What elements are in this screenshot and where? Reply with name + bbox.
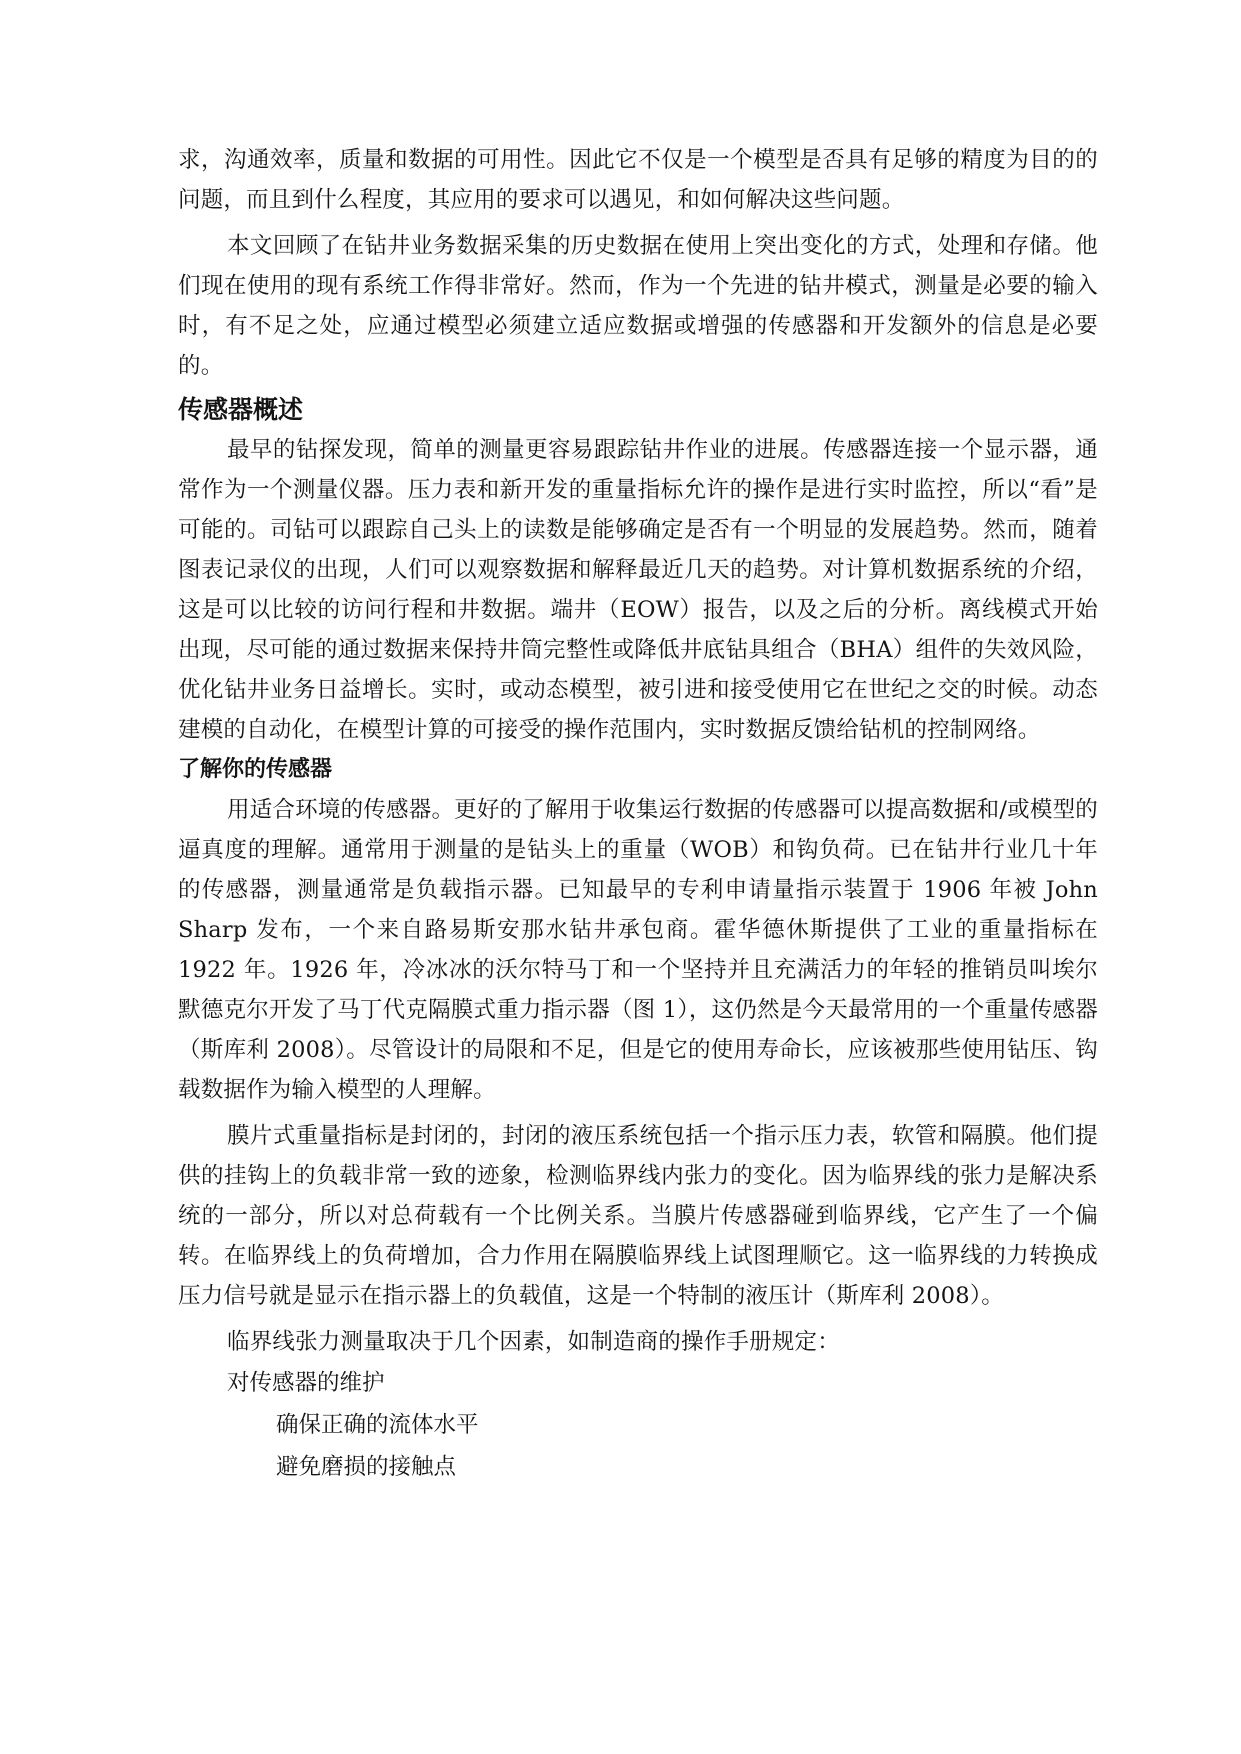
list-subitem: 避免磨损的接触点 bbox=[276, 1454, 457, 1480]
list-item: 对传感器的维护 bbox=[227, 1370, 385, 1396]
paragraph-deadline-factors: 临界线张力测量取决于几个因素，如制造商的操作手册规定： bbox=[227, 1329, 840, 1355]
paragraph-know-sensors: 用适合环境的传感器。更好的了解用于收集运行数据的传感器可以提高数据和/或模型的逼真度的理解。通常用于测量的是钻头上的重量（WOB）和钩负荷。已在钻井行业几十年的传感器，测量通常是负载指示器。已知最早的专利申请量指示装置于 1906 年被 John Sharp 发布，一个来自路易斯安那水钻井承包商。霍华德休斯提供了工业的重量指标在 1922 年。1926 年，冷冰冰的沃尔特马丁和一个坚持并且充满活力的年轻的推销员叫埃尔默德克尔开发了马丁代克隔膜式重力指示器（图 1），这仍然是今天最常用的一个重量传感器（斯库利 2008）。尽管设计的局限和不足，但是它的使用寿命长，应该被那些使用钻压、钩载数据作为输入模型的人理解。 bbox=[178, 797, 1098, 1103]
paragraph-review: 本文回顾了在钻井业务数据采集的历史数据在使用上突出变化的方式，处理和存储。他们现在使用的现有系统工作得非常好。然而，作为一个先进的钻井模式，测量是必要的输入时，有不足之处，应通过模型必须建立适应数据或增强的传感器和开发额外的信息是必要的。 bbox=[178, 233, 1098, 379]
subsection-heading: 了解你的传感器 bbox=[178, 757, 333, 782]
section-heading: 传感器概述 bbox=[178, 395, 304, 424]
paragraph-diaphragm: 膜片式重量指标是封闭的，封闭的液压系统包括一个指示压力表，软管和隔膜。他们提供的挂钩上的负载非常一致的迹象，检测临界线内张力的变化。因为临界线的张力是解决系统的一部分，所以对总荷载有一个比例关系。当膜片传感器碰到临界线，它产生了一个偏转。在临界线上的负荷增加，合力作用在隔膜临界线上试图理顺它。这一临界线的力转换成压力信号就是显示在指示器上的负载值，这是一个特制的液压计（斯库利 2008）。 bbox=[178, 1123, 1098, 1309]
document-page bbox=[178, 140, 1098, 1488]
paragraph-sensor-overview: 最早的钻探发现，简单的测量更容易跟踪钻井作业的进展。传感器连接一个显示器，通常作为一个测量仪器。压力表和新开发的重量指标允许的操作是进行实时监控，所以“看”是可能的。司钻可以跟踪自己头上的读数是能够确定是否有一个明显的发展趋势。然而，随着图表记录仪的出现，人们可以观察数据和解释最近几天的趋势。对计算机数据系统的介绍，这是可以比较的访问行程和井数据。端井（EOW）报告，以及之后的分析。离线模式开始出现，尽可能的通过数据来保持井筒完整性或降低井底钻具组合（BHA）组件的失效风险，优化钻井业务日益增长。实时，或动态模型，被引进和接受使用它在世纪之交的时候。动态建模的自动化，在模型计算的可接受的操作范围内，实时数据反馈给钻机的控制网络。 bbox=[178, 437, 1098, 743]
list-subitem: 确保正确的流体水平 bbox=[276, 1412, 479, 1438]
paragraph-intro-continued: 求，沟通效率，质量和数据的可用性。因此它不仅是一个模型是否具有足够的精度为目的的问题，而且到什么程度，其应用的要求可以遇见，和如何解决这些问题。 bbox=[178, 147, 1098, 213]
